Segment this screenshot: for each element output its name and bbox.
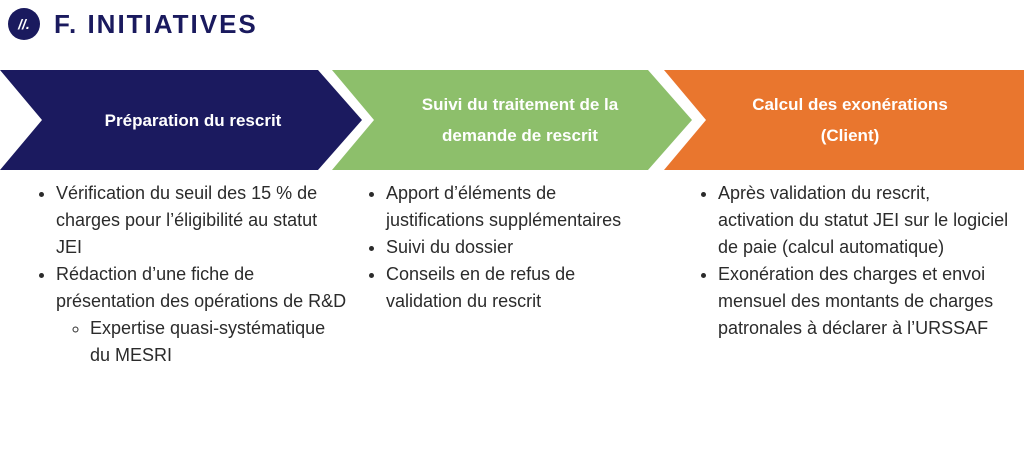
step-3-details (694, 180, 1010, 342)
step-3-list (694, 180, 1010, 342)
list-item: • Vérification du seuil des 15 % de charges pour l’éligibilité au statut JEI (56, 180, 348, 261)
step-2-title (384, 70, 656, 170)
sub-list-item: ◦ Expertise quasi-systématique du MESRI (90, 315, 348, 369)
step-3-title (712, 70, 988, 170)
logo-mark-icon: //. (8, 8, 40, 40)
list-item: • Apport d’éléments de justifications supplémentaires (386, 180, 646, 234)
logo-text: F. INITIATIVES (54, 8, 258, 39)
step-1-sublist (56, 315, 348, 369)
list-item (56, 261, 348, 369)
list-item: • Conseils en de refus de validation du rescrit (386, 261, 646, 315)
step-2-list (362, 180, 646, 315)
step-2-details (362, 180, 646, 315)
list-item: • Suivi du dossier (386, 234, 646, 261)
step-2-title-text: Suivi du traitement de la demande de rescrit (421, 95, 619, 145)
list-item: • Exonération des charges et envoi mensuel des montants de charges patronales à déclarer à l’URSSAF (718, 261, 1010, 342)
step-1-details (32, 180, 348, 369)
step-1-list (32, 180, 348, 369)
step-1-title: Préparation du rescrit (104, 110, 282, 130)
step-3-title-text: Calcul des exonérations (Client) (752, 95, 948, 145)
logo (8, 6, 258, 42)
list-item: • Après validation du rescrit, activation du statut JEI sur le logiciel de paie (calcul automatique) (718, 180, 1010, 261)
list-item-text: Rédaction d’une fiche de présentation des opérations de R&D (56, 264, 347, 311)
